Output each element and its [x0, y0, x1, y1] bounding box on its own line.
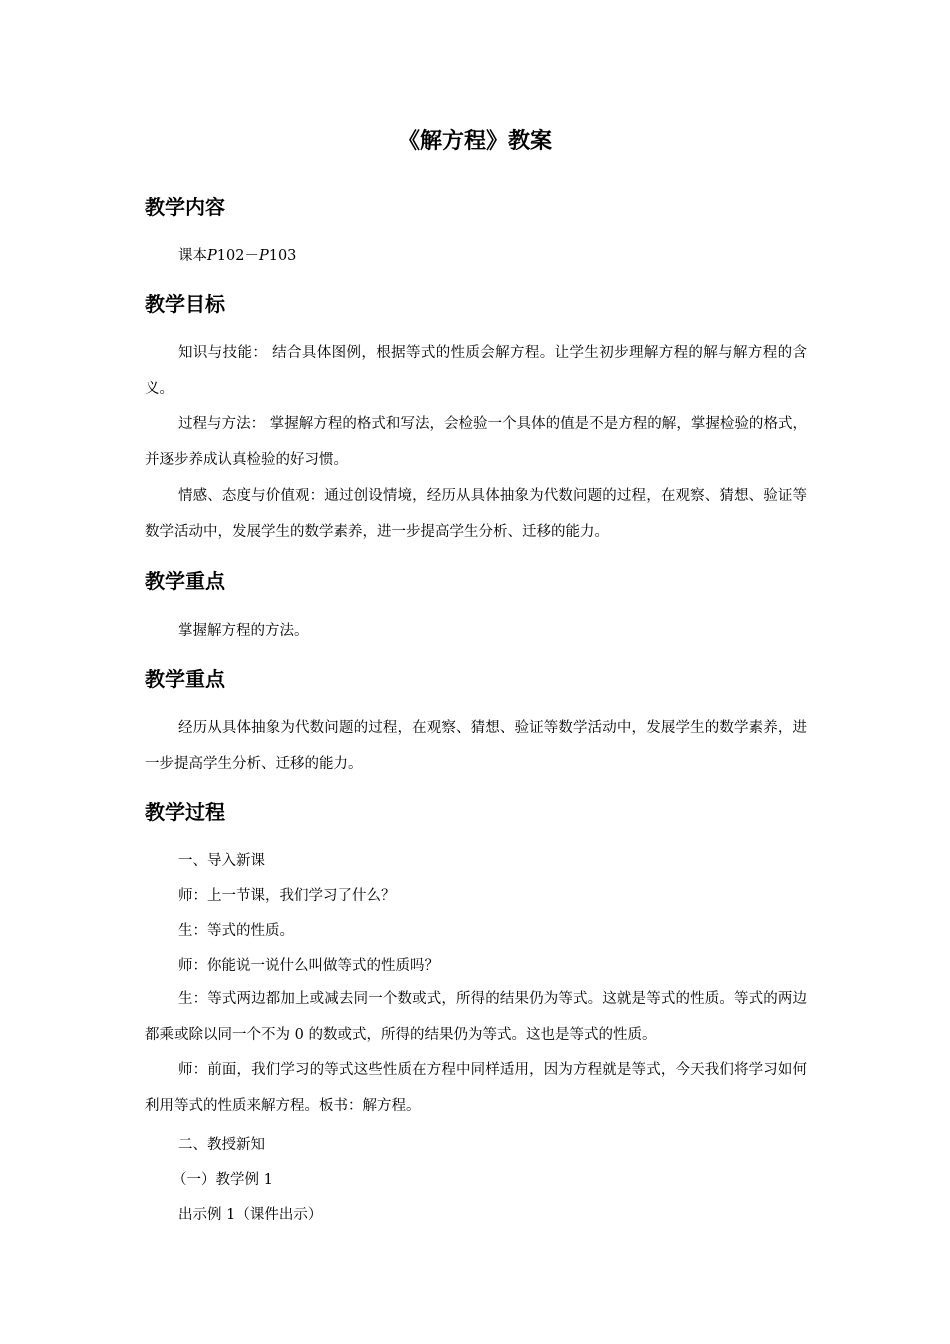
teacher-line-3: 师：前面，我们学习的等式这些性质在方程中同样适用，因为方程就是等式，今天我们将学习如何利用等式的性质来解方程。板书：解方程。: [145, 1062, 807, 1114]
document-title: 《解方程》教案: [397, 129, 552, 154]
page-start-num: 102－: [216, 248, 259, 264]
student-line-1: 生：等式的性质。: [178, 923, 294, 939]
step-new-knowledge: 二、教授新知: [178, 1137, 265, 1153]
goal-knowledge: 知识与技能： 结合具体图例，根据等式的性质会解方程。让学生初步理解方程的解与解方程的含义。: [145, 345, 807, 397]
key-point-text: 掌握解方程的方法。: [178, 623, 309, 639]
heading-teaching-goals: 教学目标: [145, 292, 225, 316]
student-line-2: 生：等式两边都加上或减去同一个数或式，所得的结果仍为等式。这就是等式的性质。等式的两边都乘或除以同一个不为 0 的数或式，所得的结果仍为等式。这也是等式的性质。: [145, 991, 807, 1043]
show-example-1: 出示例 1（课件出示）: [178, 1207, 323, 1223]
textbook-prefix: 课本: [178, 248, 207, 264]
heading-teaching-content: 教学内容: [145, 195, 225, 219]
textbook-pages: [178, 245, 296, 267]
goal-process: 过程与方法： 掌握解方程的格式和写法，会检验一个具体的值是不是方程的解，掌握检验的格式，并逐步养成认真检验的好习惯。: [145, 416, 807, 468]
page-start-var: P: [207, 248, 217, 264]
page-end-var: P: [258, 248, 269, 264]
goal-attitude: 情感、态度与价值观：通过创设情境，经历从具体抽象为代数问题的过程，在观察、猜想、验证等数学活动中，发展学生的数学素养，进一步提高学生分析、迁移的能力。: [145, 488, 807, 540]
page-end-num: 103: [268, 248, 297, 264]
heading-key-point: 教学重点: [145, 569, 225, 593]
step-introduction: 一、导入新课: [178, 853, 265, 869]
sub-step-example-1: （一）教学例 1: [172, 1172, 273, 1188]
teacher-line-1: 师：上一节课，我们学习了什么？: [178, 888, 396, 904]
heading-difficulty: 教学重点: [145, 667, 225, 691]
difficulty-text: 经历从具体抽象为代数问题的过程，在观察、猜想、验证等数学活动中，发展学生的数学素养，进一步提高学生分析、迁移的能力。: [145, 720, 807, 772]
heading-teaching-process: 教学过程: [145, 800, 225, 824]
teacher-line-2: 师：你能说一说什么叫做等式的性质吗？: [178, 958, 439, 974]
